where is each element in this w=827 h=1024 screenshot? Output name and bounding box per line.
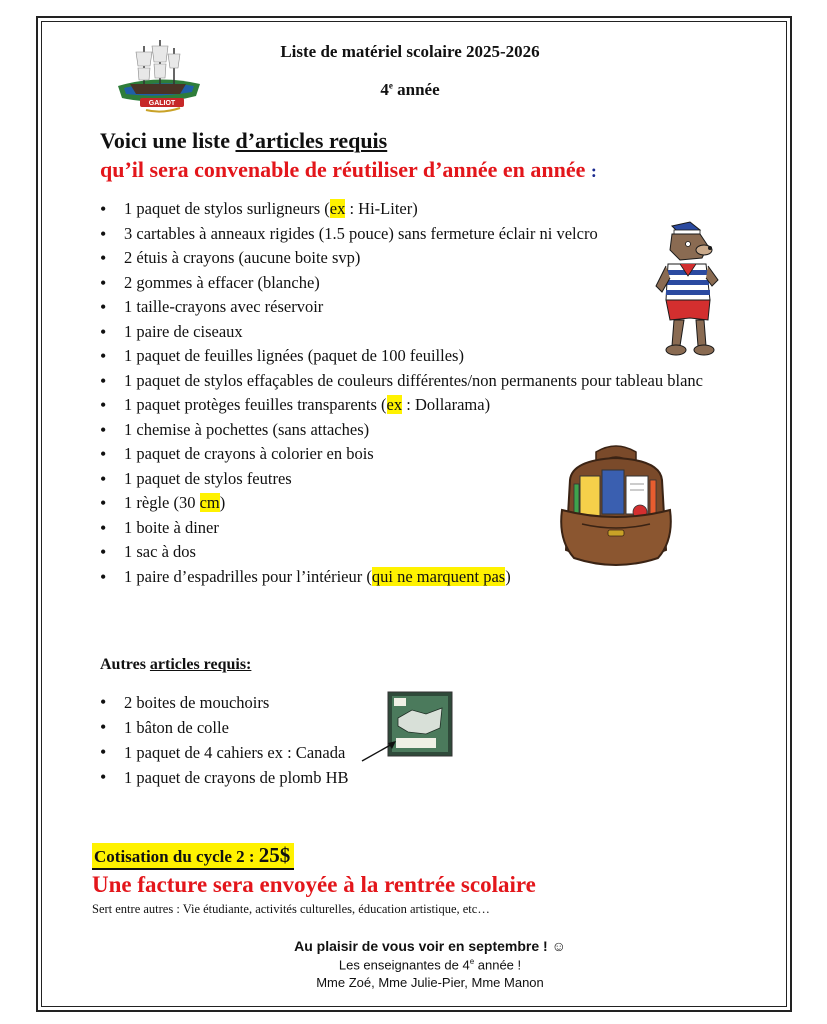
item-text: 1 paquet de crayons à colorier en bois bbox=[124, 444, 374, 463]
closing-names: Mme Zoé, Mme Julie-Pier, Mme Manon bbox=[316, 975, 544, 990]
grade-title bbox=[200, 80, 620, 100]
item-text: 1 paire de ciseaux bbox=[124, 321, 243, 341]
item-text: 1 chemise à pochettes (sans attaches) bbox=[124, 419, 370, 439]
page-title: Liste de matériel scolaire 2025-2026 bbox=[280, 42, 540, 61]
fee-line bbox=[92, 843, 294, 870]
item-text: 1 paquet protèges feuilles transparents ( bbox=[124, 395, 387, 414]
list-item bbox=[98, 197, 738, 222]
grade-word: année bbox=[392, 80, 440, 99]
list-item bbox=[98, 369, 738, 394]
closing-signature-suffix: année ! bbox=[474, 957, 522, 973]
fee-label: Cotisation du cycle 2 : bbox=[94, 847, 259, 866]
intro-line-2-text: qu’il sera convenable de réutiliser d’année en année bbox=[100, 157, 591, 182]
highlighted-text: ex bbox=[329, 199, 346, 218]
item-text: : Hi-Liter) bbox=[345, 199, 418, 218]
closing-signature-sup: e bbox=[469, 957, 475, 966]
intro-colon: : bbox=[590, 161, 597, 181]
item-text: 1 sac à dos bbox=[124, 542, 196, 561]
closing-signature-prefix: Les enseignantes de 4 bbox=[338, 957, 470, 973]
fee-amount: 25$ bbox=[258, 843, 291, 867]
logo-text: GALIOT bbox=[148, 100, 176, 107]
item-text: 3 cartables à anneaux rigides (1.5 pouce) sans fermeture éclair ni velcro bbox=[124, 223, 598, 243]
list-item bbox=[98, 418, 738, 443]
highlighted-text: qui ne marquent pas bbox=[371, 566, 506, 586]
item-text: ) bbox=[219, 493, 226, 512]
intro-line-1 bbox=[100, 128, 387, 154]
intro-prefix: Voici une liste bbox=[100, 128, 236, 153]
item-text: 1 paire d’espadrilles pour l’intérieur ( bbox=[124, 566, 372, 586]
list-item: • 1 paquet de crayons de plomb HB bbox=[98, 765, 498, 790]
pointer-arrow-icon bbox=[360, 735, 400, 765]
item-text: ) bbox=[505, 566, 511, 586]
item-text: 1 paquet de stylos effaçables de couleurs différentes/non permanents pour tableau blanc bbox=[124, 370, 703, 390]
list-item bbox=[98, 271, 738, 296]
intro-line-2 bbox=[100, 157, 597, 183]
item-text: 2 gommes à effacer (blanche) bbox=[124, 272, 320, 292]
item-text: 2 étuis à crayons (aucune boite svp) bbox=[124, 248, 361, 267]
fee-uses: Sert entre autres : Vie étudiante, activités culturelles, éducation artistique, etc… bbox=[92, 902, 490, 916]
item-text: 1 taille-crayons avec réservoir bbox=[124, 297, 324, 316]
list-item: • 2 boites de mouchoirs bbox=[98, 690, 498, 715]
wolf-mascot-icon bbox=[650, 220, 730, 360]
item-text: : Dollarama) bbox=[402, 395, 491, 414]
other-heading-prefix: Autres bbox=[100, 656, 150, 673]
closing-greeting: Au plaisir de vous voir en septembre ! ☺ bbox=[294, 938, 566, 954]
intro-underlined: d’articles requis bbox=[235, 128, 388, 153]
backpack-icon bbox=[552, 440, 680, 575]
item-text: 1 règle (30 bbox=[124, 493, 200, 512]
highlighted-text: cm bbox=[199, 493, 220, 512]
list-item: • 1 paquet de 4 cahiers ex : Canada bbox=[98, 740, 498, 765]
ship-logo-icon bbox=[110, 36, 206, 116]
item-text: 1 paquet de stylos surligneurs ( bbox=[124, 199, 330, 218]
other-heading-underlined: articles requis: bbox=[149, 656, 252, 673]
list-item bbox=[98, 393, 738, 418]
list-item bbox=[98, 295, 738, 320]
closing-signature bbox=[230, 957, 630, 972]
grade-number: 4 bbox=[380, 80, 389, 99]
item-text: 1 paquet de feuilles lignées (paquet de 100 feuilles) bbox=[124, 346, 464, 365]
grade-superscript: e bbox=[388, 80, 393, 91]
other-items-heading bbox=[100, 656, 251, 674]
list-item bbox=[98, 320, 738, 345]
list-item bbox=[98, 246, 738, 271]
item-text: 1 paquet de stylos feutres bbox=[124, 468, 292, 488]
invoice-notice: Une facture sera envoyée à la rentrée scolaire bbox=[92, 872, 536, 897]
list-item bbox=[98, 222, 738, 247]
highlighted-text: ex bbox=[386, 395, 403, 414]
list-item bbox=[98, 344, 738, 369]
item-text: 1 boite à diner bbox=[124, 517, 219, 537]
list-item: • 1 bâton de colle bbox=[98, 715, 498, 740]
